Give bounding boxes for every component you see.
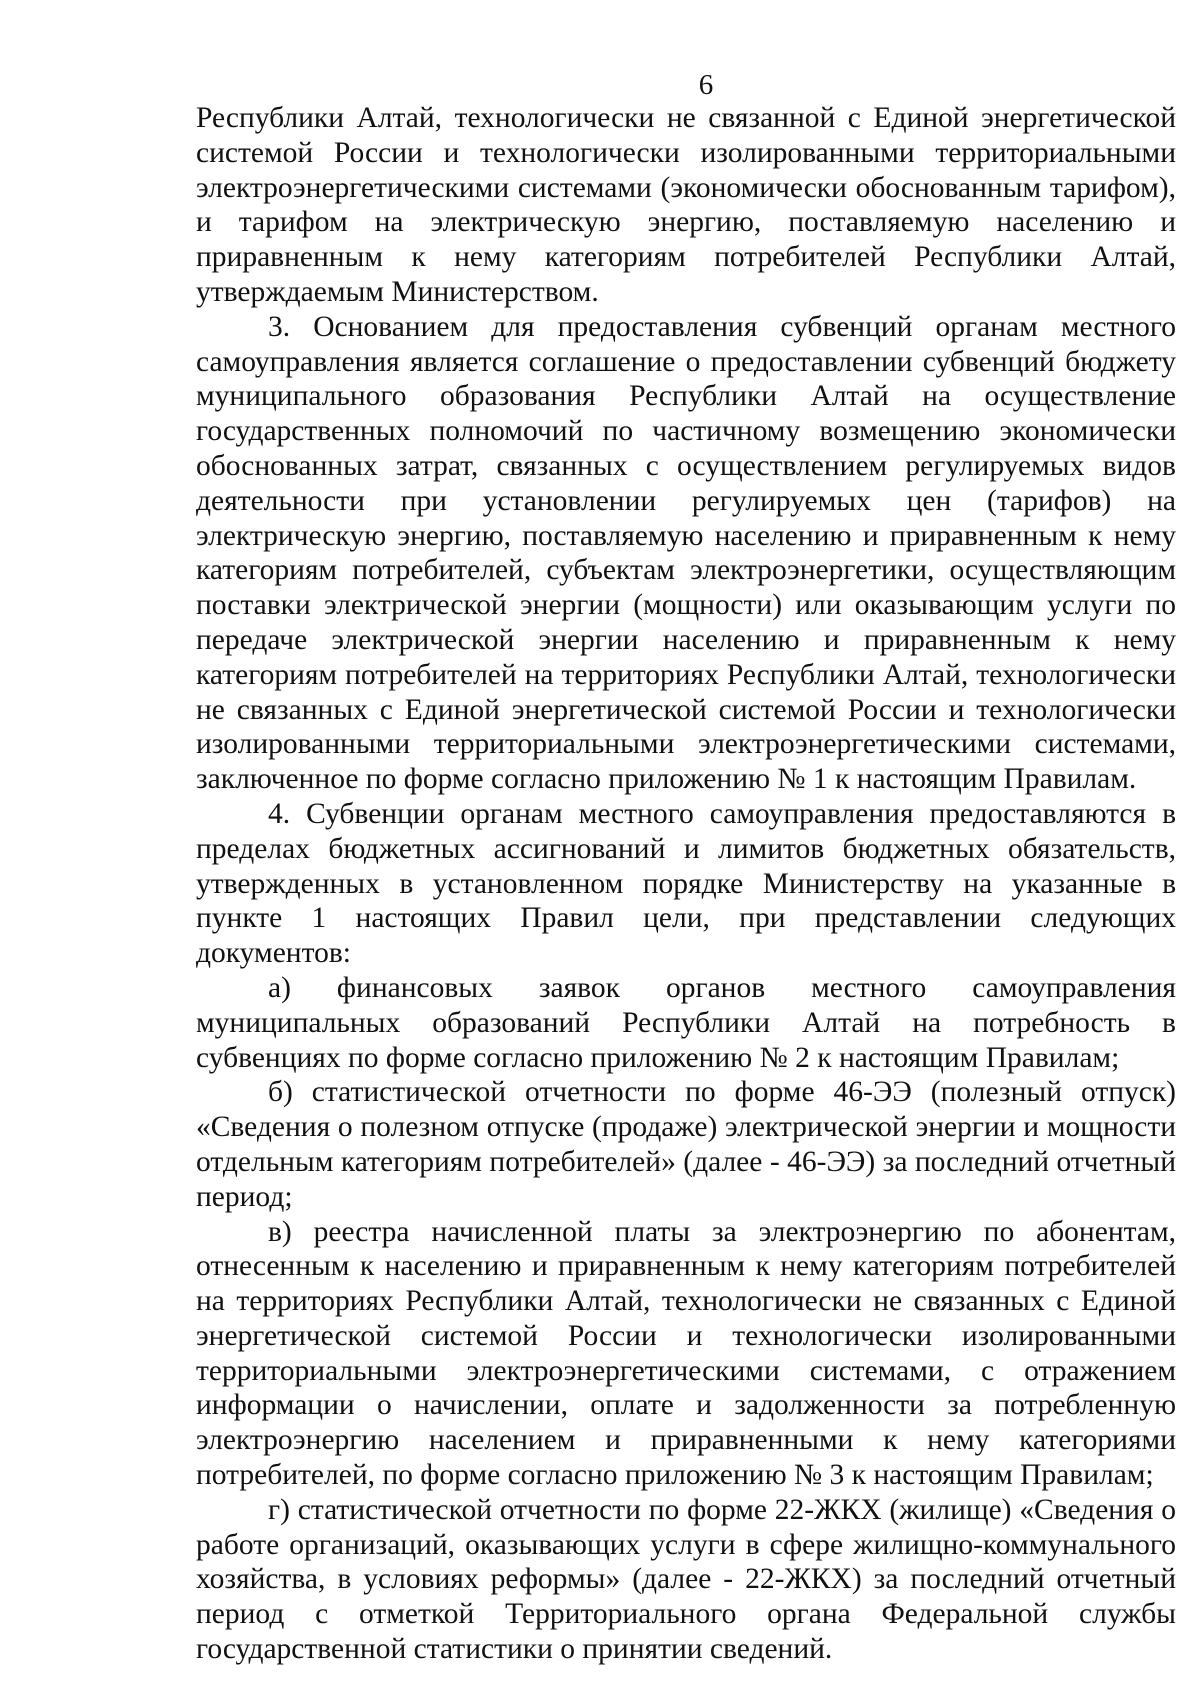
- paragraph-subitem-g: г) статистической отчетности по форме 22-ЖКХ (жилище) «Сведения о работе организаций, оказывающих услуги в сфере жилищно-коммунального хозяйства, в условиях реформы» (далее - 22-ЖКХ) за последний отчетный период с отметкой Территориального органа Федеральной службы государственной статистики о принятии сведений.: [196, 1493, 1176, 1666]
- paragraph-subitem-v: в) реестра начисленной платы за электроэнергию по абонентам, отнесенным к населению и приравненным к нему категориям потребителей на территориях Республики Алтай, технологически не связанных с Единой энергетической системой России и технологически изолированными территориальными электроэнергетическими системами, с отражением информации о начислении, оплате и задолженности за потребленную электроэнергию населением и приравненными к нему категориями потребителей, по форме согласно приложению № 3 к настоящим Правилам;: [196, 1215, 1176, 1492]
- paragraph-subitem-a: а) финансовых заявок органов местного самоуправления муниципальных образований Республики Алтай на потребность в субвенциях по форме согласно приложению № 2 к настоящим Правилам;: [196, 971, 1176, 1074]
- page-number: [196, 68, 1176, 102]
- document-page: [196, 68, 1176, 1667]
- page-number-text: 6: [698, 69, 714, 101]
- paragraph-continuation: Республики Алтай, технологически не связанной с Единой энергетической системой России и технологически изолированными территориальными электроэнергетическими системами (экономически обоснованным тарифом), и тарифом на электрическую энергию, поставляемую населению и приравненным к нему категориям потребителей Республики Алтай, утверждаемым Министерством.: [196, 102, 1176, 308]
- paragraph-item-4: 4. Субвенции органам местного самоуправления предоставляются в пределах бюджетных ассигнований и лимитов бюджетных обязательств, утвержденных в установленном порядке Министерству на указанные в пункте 1 настоящих Правил цели, при представлении следующих документов:: [196, 797, 1176, 970]
- paragraph-item-3: 3. Основанием для предоставления субвенций органам местного самоуправления является соглашение о предоставлении субвенций бюджету муниципального образования Республики Алтай на осуществление государственных полномочий по частичному возмещению экономически обоснованных затрат, связанных с осуществлением регулируемых видов деятельности при установлении регулируемых цен (тарифов) на электрическую энергию, поставляемую населению и приравненным к нему категориям потребителей, субъектам электроэнергетики, осуществляющим поставки электрической энергии (мощности) или оказывающим услуги по передаче электрической энергии населению и приравненным к нему категориям потребителей на территориях Республики Алтай, технологически не связанных с Единой энергетической системой России и технологически изолированными территориальными электроэнергетическими системами, заключенное по форме согласно приложению № 1 к настоящим Правилам.: [196, 310, 1176, 796]
- paragraph-subitem-b: б) статистической отчетности по форме 46-ЭЭ (полезный отпуск) «Сведения о полезном отпуске (продаже) электрической энергии и мощности отдельным категориям потребителей» (далее - 46-ЭЭ) за последний отчетный период;: [196, 1076, 1176, 1213]
